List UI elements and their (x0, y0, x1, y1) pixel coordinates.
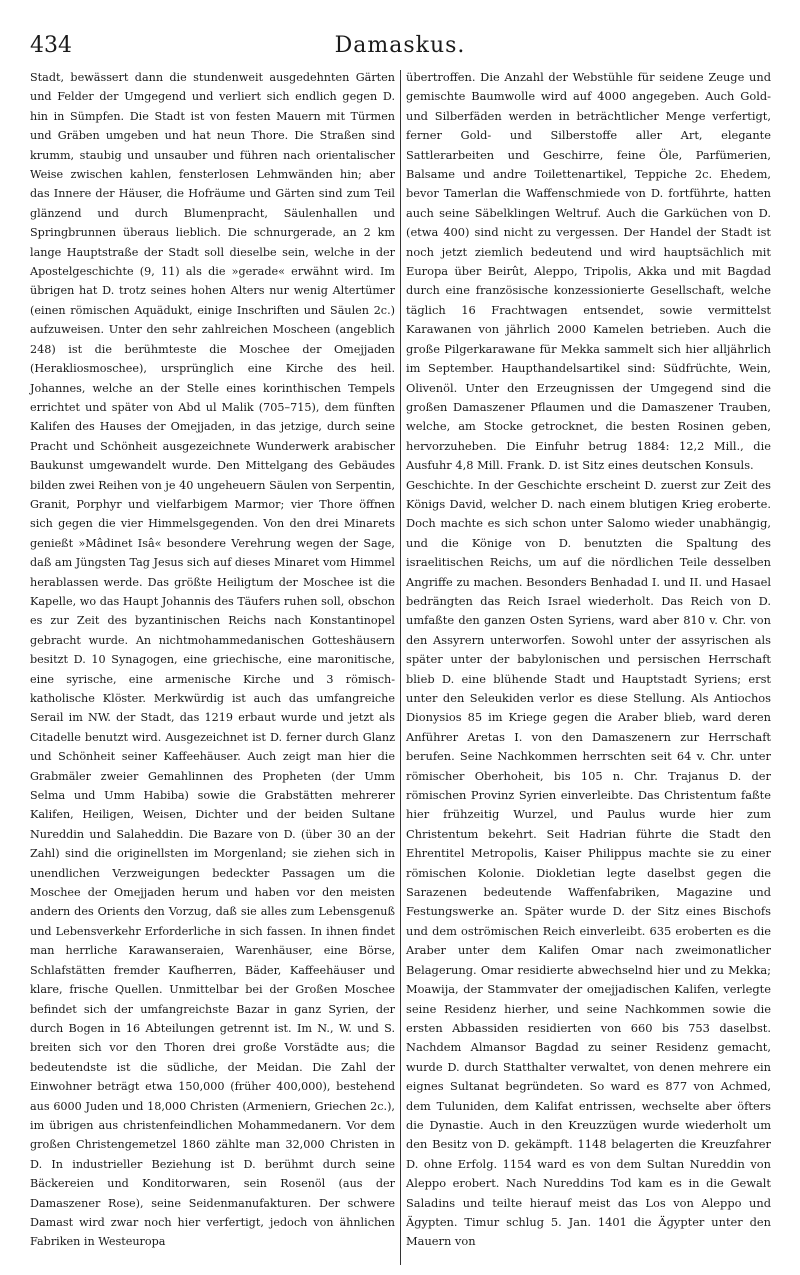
left-column (30, 68, 395, 1252)
page-number: 434 (30, 33, 72, 58)
running-head: Damaskus. (334, 33, 466, 58)
column-divider (400, 70, 401, 1265)
page-header (30, 30, 770, 62)
right-column (406, 68, 771, 1252)
right-column-text: übertroffen. Die Anzahl der Webstühle für seidene Zeuge und gemischte Baumwolle wird auf 4000 angegeben. Auch Gold- und Silberfäden werden in beträchtlicher Menge verfertigt, ferner Gold- und Silberstoffe aller Art, elegante Sattlerarbeiten und Geschirre, feine Öle, Parfümerien, Balsame und andre Toilettenartikel, Teppiche 2c. Ehedem, bevor Tamerlan die Waffenschmiede von D. fortführte, hatten auch seine Säbelklingen Weltruf. Auch die Garküchen von D. (etwa 400) sind nicht zu vergessen. Der Handel der Stadt ist noch jetzt ziemlich bedeutend und wird hauptsächlich mit Europa über Beirût, Aleppo, Tripolis, Akka und mit Bagdad durch eine französische konzessionierte Gesellschaft, welche täglich 16 Frachtwagen entsendet, sowie vermittelst Karawanen von jährlich 2000 Kamelen betrieben. Auch die große Pilgerkarawane für Mekka sammelt sich hier alljährlich im September. Haupthandelsartikel sind: Südfrüchte, Wein, Olivenöl. Unter den Erzeugnissen der Umgegend sind die großen Damaszener Pflaumen und die Damaszener Trauben, welche, am Stocke getrocknet, die besten Rosinen geben, hervorzuheben. Die Einfuhr betrug 1884: 12,2 Mill., die Ausfuhr 4,8 Mill. Frank. D. ist Sitz eines deutschen Konsuls. Geschichte. In der Geschichte erscheint D. zuerst zur Zeit des Königs David, welcher D. nach einem blutigen Krieg eroberte. Doch machte es sich schon unter Salomo wieder unabhängig, und die Könige von D. benutzten die Spaltung des israelitischen Reichs, um auf die nördlichen Teile desselben Angriffe zu machen. Besonders Benhadad I. und II. und Hasael bedrängten das Reich Israel wiederholt. Das Reich von D. umfaßte den ganzen Osten Syriens, ward aber 810 v. Chr. von den Assyrern unterworfen. Sowohl unter der assyrischen als später unter der babylonischen und persischen Herrschaft blieb D. eine blühende Stadt und Hauptstadt Syriens; erst unter den Seleukiden verlor es diese Stellung. Als Antiochos Dionysios 85 im Kriege gegen die Araber blieb, ward deren Anführer Aretas I. von den Damaszenern zur Herrschaft berufen. Seine Nachkommen herrschten seit 64 v. Chr. unter römischer Oberhoheit, bis 105 n. Chr. Trajanus D. der römischen Provinz Syrien einverleibte. Das Christentum faßte hier frühzeitig Wurzel, und Paulus wurde hier zum Christentum bekehrt. Seit Hadrian führte die Stadt den Ehrentitel Metropolis, Kaiser Philippus machte sie zu einer römischen Kolonie. Diokletian legte daselbst gegen die Sarazenen bedeutende Waffenfabriken, Magazine und Festungswerke an. Später wurde D. der Sitz eines Bischofs und dem oströmischen Reich einverleibt. 635 eroberten es die Araber unter dem Kalifen Omar nach zweimonatlicher Belagerung. Omar residierte abwechselnd hier und zu Mekka; Moawija, der Stammvater der omejjadischen Kalifen, verlegte seine Residenz hierher, und seine Nachkommen sowie die ersten Abbassiden residierten von 660 bis 753 daselbst. Nachdem Almansor Bagdad zu seiner Residenz gemacht, wurde D. durch Statthalter verwaltet, von denen mehrere ein eignes Sultanat begründeten. So ward es 877 von Achmed, dem Tuluniden, dem Kalifat entrissen, wechselte aber öfters die Dynastie. Auch in den Kreuzzügen wurde wiederholt um den Besitz von D. gekämpft. 1148 belagerten die Kreuzfahrer D. ohne Erfolg. 1154 ward es von dem Sultan Nureddin von Aleppo erobert. Nach Nureddins Tod kam es in die Gewalt Saladins und teilte hierauf meist das Los von Aleppo und Ägypten. Timur schlug 5. Jan. 1401 die Ägypter unter den Mauern von (406, 70, 771, 1249)
left-column-text: Stadt, bewässert dann die stundenweit ausgedehnten Gärten und Felder der Umgegend und verliert sich endlich gegen D. hin in Sümpfen. Die Stadt ist von festen Mauern mit Türmen und Gräben umgeben und hat neun Thore. Die Straßen sind krumm, staubig und unsauber und führen nach orientalischer Weise zwischen kahlen, fensterlosen Lehmwänden hin; aber das Innere der Häuser, die Hofräume und Gärten sind zum Teil glänzend und durch Blumenpracht, Säulenhallen und Springbrunnen überaus lieblich. Die schnurgerade, an 2 km lange Hauptstraße der Stadt soll dieselbe sein, welche in der Apostelgeschichte (9, 11) als die »gerade« erwähnt wird. Im übrigen hat D. trotz seines hohen Alters nur wenig Altertümer (einen römischen Aquädukt, einige Inschriften und Säulen 2c.) aufzuweisen. Unter den sehr zahlreichen Moscheen (angeblich 248) ist die berühmteste die Moschee der Omejjaden (Herakliosmoschee), ursprünglich eine Kirche des heil. Johannes, welche an der Stelle eines korinthischen Tempels errichtet und später von Abd ul Malik (705–715), dem fünften Kalifen des Hauses der Omejjaden, in das jetzige, durch seine Pracht und Schönheit ausgezeichnete Wunderwerk arabischer Baukunst umgewandelt wurde. Den Mittelgang des Gebäudes bilden zwei Reihen von je 40 ungeheuern Säulen von Serpentin, Granit, Porphyr und vielfarbigem Marmor; vier Thore öffnen sich gegen die vier Himmelsgegenden. Von den drei Minarets genießt »Mâdinet Isâ« besondere Verehrung wegen der Sage, daß am Jüngsten Tag Jesus sich auf dieses Minaret vom Himmel herablassen werde. Das größte Heiligtum der Moschee ist die Kapelle, wo das Haupt Johannis des Täufers ruhen soll, obschon es zur Zeit des byzantinischen Reichs nach Konstantinopel gebracht wurde. An nichtmohammedanischen Gotteshäusern besitzt D. 10 Synagogen, eine griechische, eine maronitische, eine syrische, eine armenische Kirche und 3 römisch-katholische Klöster. Merkwürdig ist auch das umfangreiche Serail im NW. der Stadt, das 1219 erbaut wurde und jetzt als Citadelle benutzt wird. Ausgezeichnet ist D. ferner durch Glanz und Schönheit seiner Kaffeehäuser. Auch zeigt man hier die Grabmäler zweier Gemahlinnen des Propheten (der Umm Selma und Umm Habiba) sowie die Grabstätten mehrerer Kalifen, Heiligen, Weisen, Dichter und der beiden Sultane Nureddin und Salaheddin. Die Bazare von D. (über 30 an der Zahl) sind die originellsten im Morgenland; sie ziehen sich in unendlichen Verzweigungen bedeckter Passagen um die Moschee der Omejjaden herum und haben vor den meisten andern des Orients den Vorzug, daß sie alles zum Lebensgenuß und Lebensverkehr Erforderliche in sich fassen. In ihnen findet man herrliche Karawanseraien, Warenhäuser, eine Börse, Schlafstätten fremder Kaufherren, Bäder, Kaffeehäuser und klare, frische Quellen. Unmittelbar bei der Großen Moschee befindet sich der umfangreichste Bazar in ganz Syrien, der durch Bogen in 16 Abteilungen getrennt ist. Im N., W. und S. breiten sich vor den Thoren drei große Vorstädte aus; die bedeutendste ist die südliche, der Meidan. Die Zahl der Einwohner beträgt etwa 150,000 (früher 400,000), bestehend aus 6000 Juden und 18,000 Christen (Armeniern, Griechen 2c.), im übrigen aus christenfeindlichen Mohammedanern. Vor dem großen Christengemetzel 1860 zählte man 32,000 Christen in D. In industrieller Beziehung ist D. berühmt durch seine Bäckereien und Konditorwaren, sein Rosenöl (aus der Damaszener Rose), seine Seidenmanufakturen. Der schwere Damast wird zwar noch hier verfertigt, jedoch von ähnlichen Fabriken in Westeuropa (30, 71, 395, 1249)
